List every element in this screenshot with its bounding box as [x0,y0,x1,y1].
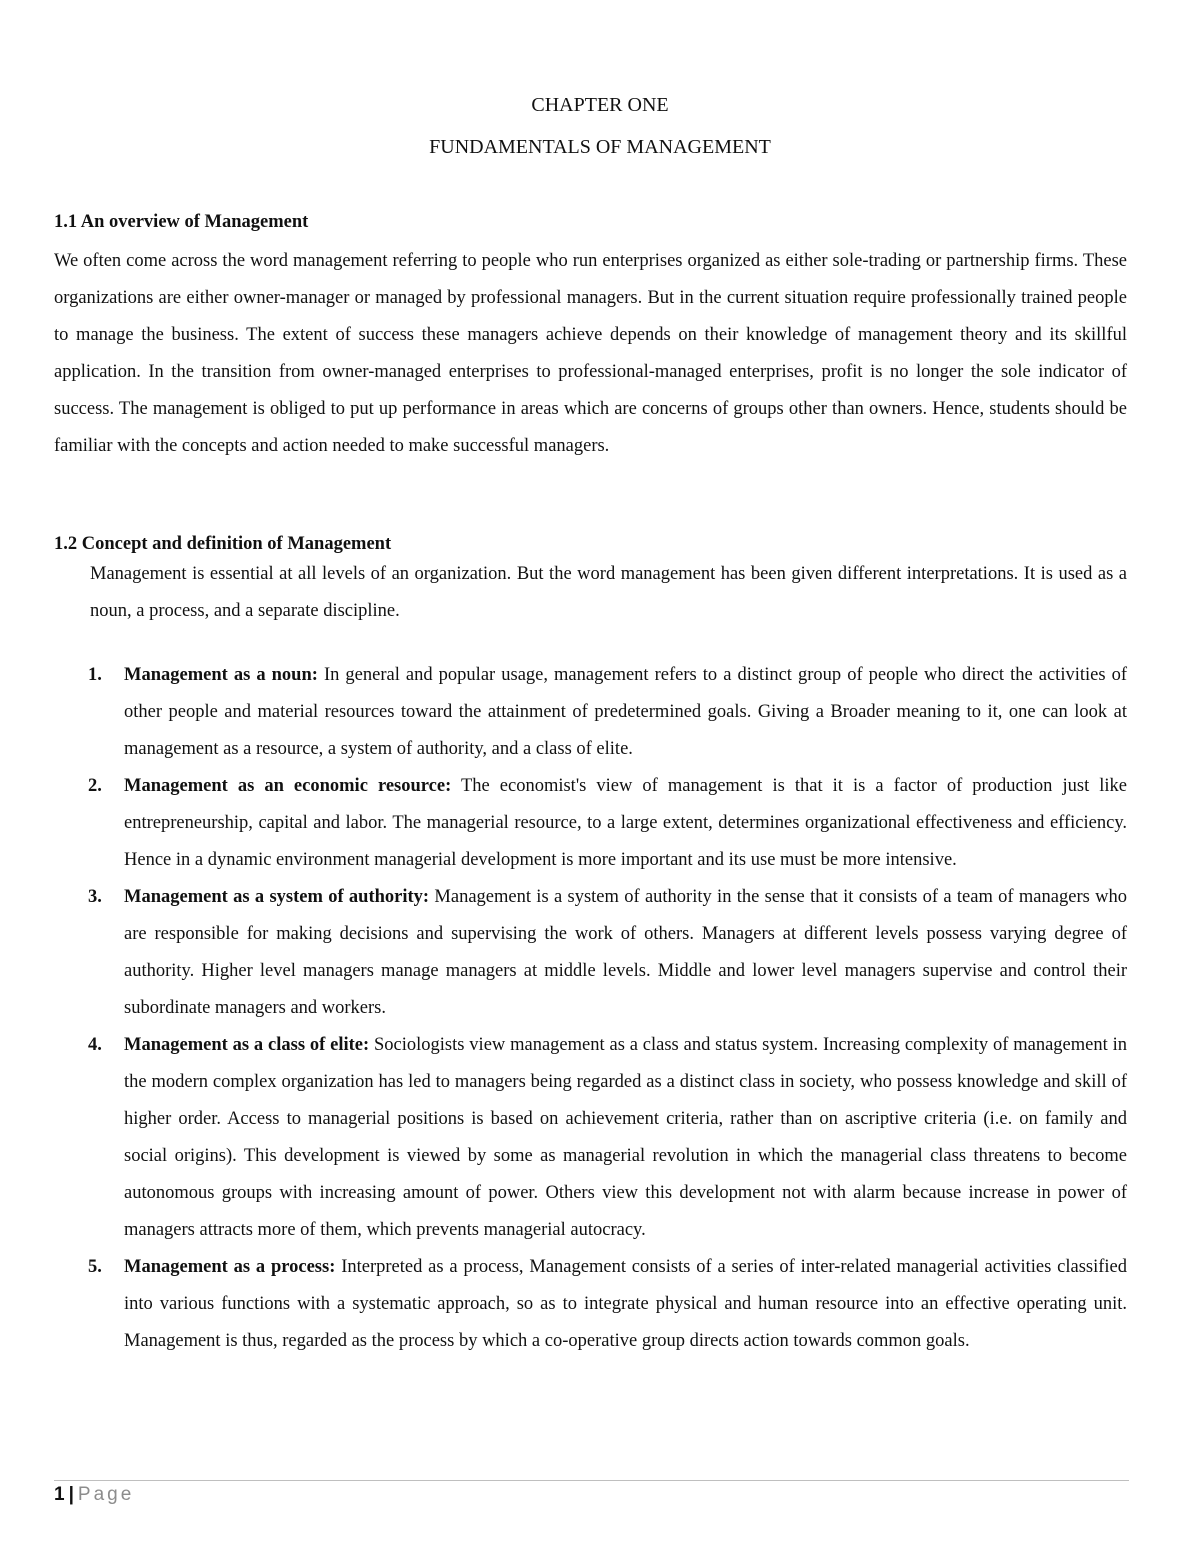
list-item-number: 5. [88,1257,102,1277]
list-item-number: 1. [88,665,102,685]
footer-divider [54,1480,1129,1481]
list-item [0,768,1200,879]
overview-paragraph: We often come across the word management referring to people who run enterprises organized as either sole-trading or partnership firms. These organizations are either owner-manager or managed by professional managers. But in the current situation require professionally trained people to manage the business. The extent of success these managers achieve depends on their knowledge of management theory and its skillful application. In the transition from owner-managed enterprises to professional-managed enterprises, profit is no longer the sole indicator of success. The management is obliged to put up performance in areas which are concerns of groups other than owners. Hence, students should be familiar with the concepts and action needed to make successful managers. [54,251,1127,456]
list-item-body: Management is a system of authority in the sense that it consists of a team of managers who are responsible for making decisions and supervising the work of others. Managers at different levels possess varying degree of authority. Higher level managers manage managers at middle levels. Middle and lower level managers supervise and control their subordinate managers and workers. [124,887,1127,1018]
list-item-title: Management as a class of elite: [124,1035,370,1055]
list-item-text [124,657,1127,768]
list-item-title: Management as a noun: [124,665,318,685]
page-number: 1 [54,1484,65,1505]
list-item-title: Management as a system of authority: [124,887,430,907]
list-item-body: Sociologists view management as a class and status system. Increasing complexity of management in the modern complex organization has led to managers being regarded as a distinct class in society, who possess knowledge and skill of higher order. Access to managerial positions is based on achievement criteria, rather than on ascriptive criteria (i.e. on family and social origins). This development is viewed by some as managerial revolution in which the managerial class threatens to become autonomous groups with increasing amount of power. Others view this development not with alarm because increase in power of managers attracts more of them, which prevents managerial autocracy. [124,1035,1127,1240]
list-item-body: Interpreted as a process, Management consists of a series of inter-related managerial activities classified into various functions with a systematic approach, so as to integrate physical and human resource into an effective operating unit. Management is thus, regarded as the process by which a co-operative group directs action towards common goals. [124,1257,1127,1351]
list-item-body: In general and popular usage, management refers to a distinct group of people who direct the activities of other people and material resources toward the attainment of predetermined goals. Giving a Broader meaning to it, one can look at management as a resource, a system of authority, and a class of elite. [124,665,1128,759]
section-heading-overview: 1.1 An overview of Management [54,212,309,232]
list-item-text [124,879,1127,1027]
section-heading-concept: 1.2 Concept and definition of Management [54,534,392,554]
list-item-title: Management as a process: [124,1257,336,1277]
chapter-title: FUNDAMENTALS OF MANAGEMENT [429,136,771,158]
list-item-text [124,768,1127,879]
page-word: Page [77,1484,135,1505]
list-item [0,657,1200,768]
list-item-body: The economist's view of management is that it is a factor of production just like entrepreneurship, capital and labor. The managerial resource, to a large extent, determines organizational effectiveness and efficiency. Hence in a dynamic environment managerial development is more important and its use must be more intensive. [124,776,1128,870]
list-item [0,879,1200,1027]
chapter-label: CHAPTER ONE [531,94,669,116]
list-item [0,1249,1200,1360]
list-item-number: 4. [88,1035,102,1055]
list-item-title: Management as an economic resource: [124,776,452,796]
list-item-number: 3. [88,887,102,907]
page-footer [54,1484,134,1506]
list-item-number: 2. [88,776,102,796]
footer-separator: | [68,1484,74,1505]
list-item-text [124,1249,1127,1360]
concept-paragraph: Management is essential at all levels of an organization. But the word management has been given different interpretations. It is used as a noun, a process, and a separate discipline. [90,564,1127,621]
list-item [0,1027,1200,1249]
list-item-text [124,1027,1127,1249]
management-meanings-list [0,657,1200,1360]
